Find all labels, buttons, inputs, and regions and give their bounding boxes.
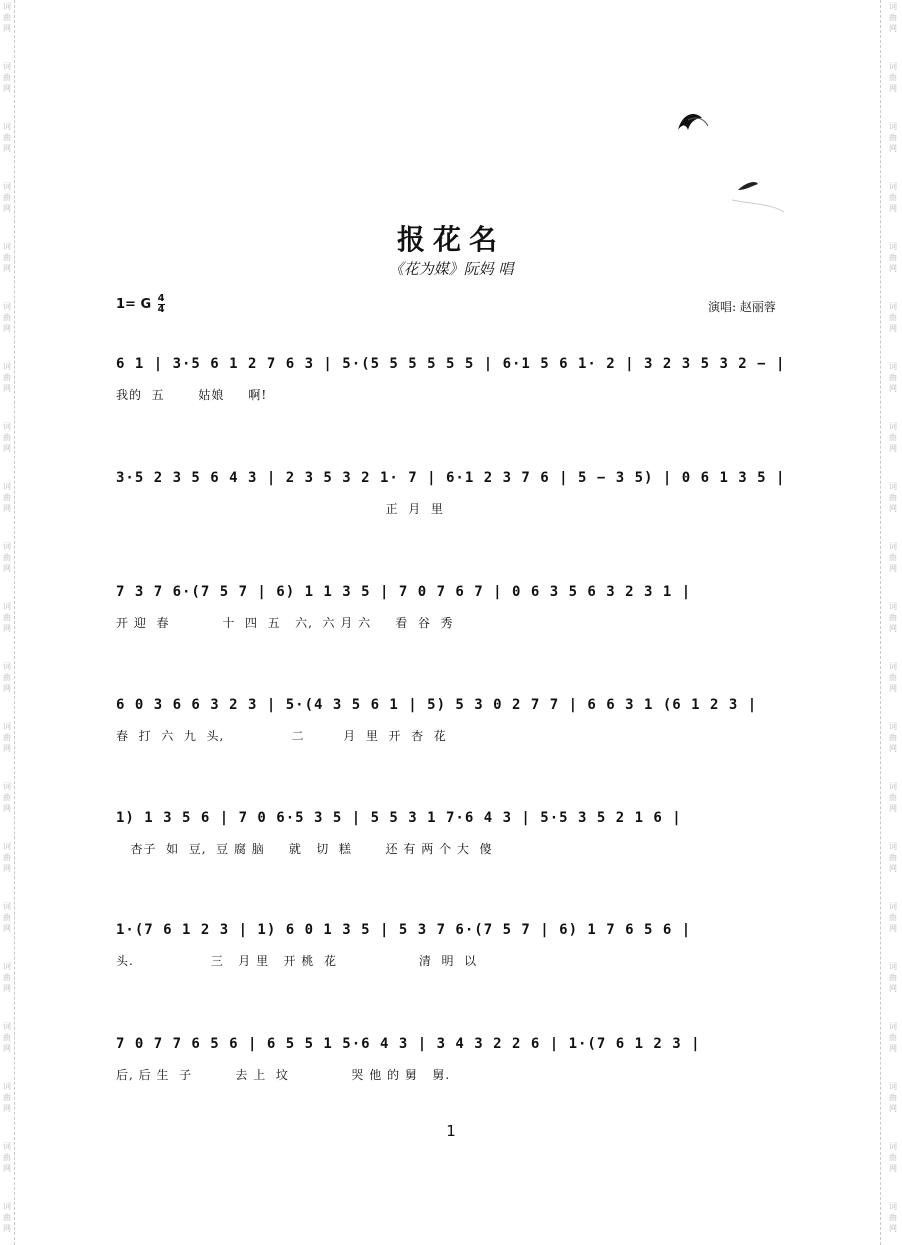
- watermark-glyph: 网: [889, 84, 897, 93]
- watermark-glyph: 词: [3, 302, 11, 311]
- watermark-glyph: 词: [889, 482, 897, 491]
- watermark-glyph: 曲: [3, 973, 11, 982]
- watermark-glyph: 网: [889, 1044, 897, 1053]
- watermark-glyph: 曲: [3, 373, 11, 382]
- watermark-glyph: 曲: [889, 673, 897, 682]
- watermark-glyph: 网: [3, 144, 11, 153]
- watermark-glyph: 词: [3, 902, 11, 911]
- lyrics-line: 我的 五 姑娘 啊!: [116, 388, 268, 402]
- watermark-glyph: 网: [3, 744, 11, 753]
- watermark-glyph: 网: [889, 984, 897, 993]
- watermark-glyph: 曲: [3, 1213, 11, 1222]
- score-system-1: [116, 356, 800, 420]
- watermark-glyph: 词: [3, 422, 11, 431]
- watermark-glyph: 曲: [889, 13, 897, 22]
- watermark-glyph: 网: [3, 1164, 11, 1173]
- watermark-glyph: 网: [889, 324, 897, 333]
- watermark-glyph: 词: [3, 722, 11, 731]
- watermark-glyph: 网: [3, 1224, 11, 1233]
- watermark-glyph: 曲: [3, 73, 11, 82]
- watermark-glyph: 词: [3, 662, 11, 671]
- watermark-glyph: 网: [3, 564, 11, 573]
- watermark-glyph: 网: [889, 384, 897, 393]
- watermark-glyph: 网: [889, 144, 897, 153]
- watermark-glyph: 词: [889, 1142, 897, 1151]
- watermark-glyph: 网: [3, 84, 11, 93]
- watermark-glyph: 词: [3, 1082, 11, 1091]
- watermark-glyph: 网: [3, 324, 11, 333]
- watermark-glyph: 曲: [3, 613, 11, 622]
- watermark-glyph: 词: [889, 842, 897, 851]
- score-system-2: [116, 470, 800, 534]
- watermark-glyph: 曲: [3, 1153, 11, 1162]
- watermark-glyph: 词: [889, 1082, 897, 1091]
- score-system-6: [116, 922, 800, 986]
- watermark-glyph: 曲: [3, 253, 11, 262]
- watermark-glyph: 曲: [3, 1033, 11, 1042]
- watermark-glyph: 网: [889, 1164, 897, 1173]
- watermark-glyph: 曲: [889, 433, 897, 442]
- lyrics-line: 开 迎 春 十 四 五 六, 六 月 六 看 谷 秀: [116, 616, 454, 630]
- watermark-glyph: 曲: [889, 1213, 897, 1222]
- watermark-glyph: 词: [889, 422, 897, 431]
- watermark-glyph: 曲: [889, 373, 897, 382]
- watermark-glyph: 网: [3, 624, 11, 633]
- watermark-glyph: 网: [889, 504, 897, 513]
- watermark-glyph: 词: [889, 962, 897, 971]
- watermark-glyph: 网: [889, 864, 897, 873]
- watermark-glyph: 词: [3, 182, 11, 191]
- watermark-glyph: 曲: [889, 853, 897, 862]
- watermark-glyph: 网: [889, 744, 897, 753]
- watermark-glyph: 网: [889, 684, 897, 693]
- watermark-glyph: 词: [889, 302, 897, 311]
- watermark-glyph: 词: [3, 1142, 11, 1151]
- ink-bird-decoration: [672, 104, 792, 214]
- watermark-glyph: 词: [3, 242, 11, 251]
- jianpu-notes: 6 1 | 3·5 6 1 2 7 6 3 | 5·(5 5 5 5 5 5 | 6·1 5 6 1· 2 | 3 2 3 5 3 2 − |: [116, 356, 786, 372]
- watermark-glyph: 网: [889, 1104, 897, 1113]
- watermark-glyph: 曲: [3, 433, 11, 442]
- key-label: 1= G: [116, 297, 152, 312]
- watermark-glyph: 词: [3, 842, 11, 851]
- watermark-glyph: 曲: [3, 553, 11, 562]
- watermark-glyph: 网: [3, 1104, 11, 1113]
- song-title: 报花名: [396, 223, 505, 256]
- watermark-glyph: 词: [3, 362, 11, 371]
- watermark-glyph: 词: [3, 542, 11, 551]
- watermark-glyph: 网: [3, 444, 11, 453]
- watermark-glyph: 曲: [3, 733, 11, 742]
- watermark-glyph: 网: [3, 864, 11, 873]
- watermark-glyph: 词: [3, 602, 11, 611]
- score-system-3: [116, 584, 800, 648]
- watermark-glyph: 网: [889, 264, 897, 273]
- time-signature: [158, 294, 165, 315]
- watermark-glyph: 曲: [889, 73, 897, 82]
- jianpu-notes: 3·5 2 3 5 6 4 3 | 2 3 5 3 2 1· 7 | 6·1 2 3 7 6 | 5 − 3 5) | 0 6 1 3 5 |: [116, 470, 786, 486]
- watermark-glyph: 曲: [3, 13, 11, 22]
- watermark-glyph: 词: [889, 782, 897, 791]
- watermark-glyph: 词: [3, 962, 11, 971]
- time-signature-bottom: 4: [157, 304, 165, 315]
- watermark-glyph: 词: [889, 902, 897, 911]
- watermark-glyph: 曲: [3, 493, 11, 502]
- watermark-glyph: 曲: [3, 133, 11, 142]
- watermark-glyph: 曲: [3, 193, 11, 202]
- watermark-glyph: 词: [889, 2, 897, 11]
- watermark-glyph: 曲: [889, 1033, 897, 1042]
- watermark-glyph: 网: [3, 264, 11, 273]
- watermark-glyph: 网: [3, 204, 11, 213]
- watermark-glyph: 网: [889, 1224, 897, 1233]
- watermark-glyph: 网: [889, 444, 897, 453]
- watermark-glyph: 曲: [3, 913, 11, 922]
- watermark-glyph: 网: [889, 924, 897, 933]
- watermark-glyph: 曲: [889, 1093, 897, 1102]
- watermark-glyph: 网: [3, 1044, 11, 1053]
- score-system-4: [116, 697, 800, 761]
- watermark-glyph: 词: [889, 542, 897, 551]
- lyrics-line: 后, 后 生 子 去 上 坟 哭 他 的 舅 舅.: [116, 1068, 451, 1082]
- watermark-glyph: 曲: [3, 853, 11, 862]
- watermark-glyph: 词: [3, 122, 11, 131]
- watermark-glyph: 网: [3, 984, 11, 993]
- lyrics-line: 春 打 六 九 头, 二 月 里 开 杏 花: [116, 729, 447, 743]
- watermark-glyph: 词: [889, 722, 897, 731]
- watermark-glyph: 网: [889, 804, 897, 813]
- watermark-glyph: 网: [3, 684, 11, 693]
- lyrics-line: 头. 三 月 里 开 桃 花 清 明 以: [116, 954, 478, 968]
- singer-credit: 演唱: 赵丽蓉: [708, 300, 776, 314]
- key-signature: [116, 294, 165, 315]
- jianpu-notes: 1·(7 6 1 2 3 | 1) 6 0 1 3 5 | 5 3 7 6·(7 5 7 | 6) 1 7 6 5 6 |: [116, 922, 692, 938]
- watermark-glyph: 曲: [889, 493, 897, 502]
- jianpu-notes: 6 0 3 6 6 3 2 3 | 5·(4 3 5 6 1 | 5) 5 3 0 2 7 7 | 6 6 3 1 (6 1 2 3 |: [116, 697, 758, 713]
- lyrics-line: 正 月 里: [116, 502, 444, 516]
- watermark-glyph: 曲: [889, 313, 897, 322]
- watermark-glyph: 曲: [3, 673, 11, 682]
- time-signature-top: 4: [157, 293, 165, 304]
- watermark-glyph: 词: [3, 782, 11, 791]
- watermark-glyph: 词: [889, 122, 897, 131]
- watermark-glyph: 网: [889, 204, 897, 213]
- jianpu-notes: 7 0 7 7 6 5 6 | 6 5 5 1 5·6 4 3 | 3 4 3 2 2 6 | 1·(7 6 1 2 3 |: [116, 1036, 701, 1052]
- watermark-glyph: 网: [3, 924, 11, 933]
- watermark-glyph: 词: [889, 662, 897, 671]
- lyrics-line: 杏子 如 豆, 豆 腐 脑 就 切 糕 还 有 两 个 大 傻: [116, 842, 493, 856]
- watermark-glyph: 曲: [889, 133, 897, 142]
- watermark-glyph: 网: [889, 24, 897, 33]
- watermark-glyph: 曲: [889, 253, 897, 262]
- watermark-glyph: 曲: [889, 793, 897, 802]
- watermark-glyph: 词: [3, 482, 11, 491]
- page-number: 1: [446, 1122, 456, 1140]
- jianpu-notes: 7 3 7 6·(7 5 7 | 6) 1 1 3 5 | 7 0 7 6 7 | 0 6 3 5 6 3 2 3 1 |: [116, 584, 692, 600]
- song-subtitle: 《花为媒》阮妈 唱: [388, 260, 514, 278]
- watermark-glyph: 词: [889, 182, 897, 191]
- watermark-glyph: 词: [3, 1022, 11, 1031]
- watermark-glyph: 词: [889, 602, 897, 611]
- watermark-glyph: 网: [3, 384, 11, 393]
- watermark-glyph: 曲: [3, 313, 11, 322]
- jianpu-notes: 1) 1 3 5 6 | 7 0 6·5 3 5 | 5 5 3 1 7·6 4 3 | 5·5 3 5 2 1 6 |: [116, 810, 682, 826]
- watermark-glyph: 曲: [3, 1093, 11, 1102]
- watermark-glyph: 曲: [889, 1153, 897, 1162]
- watermark-glyph: 词: [889, 362, 897, 371]
- watermark-glyph: 词: [3, 62, 11, 71]
- score-system-7: [116, 1036, 800, 1100]
- watermark-glyph: 词: [889, 62, 897, 71]
- watermark-glyph: 网: [3, 504, 11, 513]
- watermark-glyph: 词: [3, 2, 11, 11]
- watermark-glyph: 曲: [889, 733, 897, 742]
- watermark-glyph: 词: [3, 1202, 11, 1211]
- watermark-glyph: 词: [889, 1022, 897, 1031]
- score-system-5: [116, 810, 800, 874]
- watermark-glyph: 网: [889, 564, 897, 573]
- watermark-glyph: 曲: [3, 793, 11, 802]
- watermark-glyph: 网: [3, 804, 11, 813]
- watermark-glyph: 曲: [889, 193, 897, 202]
- watermark-glyph: 曲: [889, 553, 897, 562]
- watermark-glyph: 曲: [889, 973, 897, 982]
- watermark-glyph: 曲: [889, 613, 897, 622]
- watermark-glyph: 网: [889, 624, 897, 633]
- watermark-glyph: 词: [889, 1202, 897, 1211]
- watermark-glyph: 曲: [889, 913, 897, 922]
- watermark-glyph: 词: [889, 242, 897, 251]
- watermark-glyph: 网: [3, 24, 11, 33]
